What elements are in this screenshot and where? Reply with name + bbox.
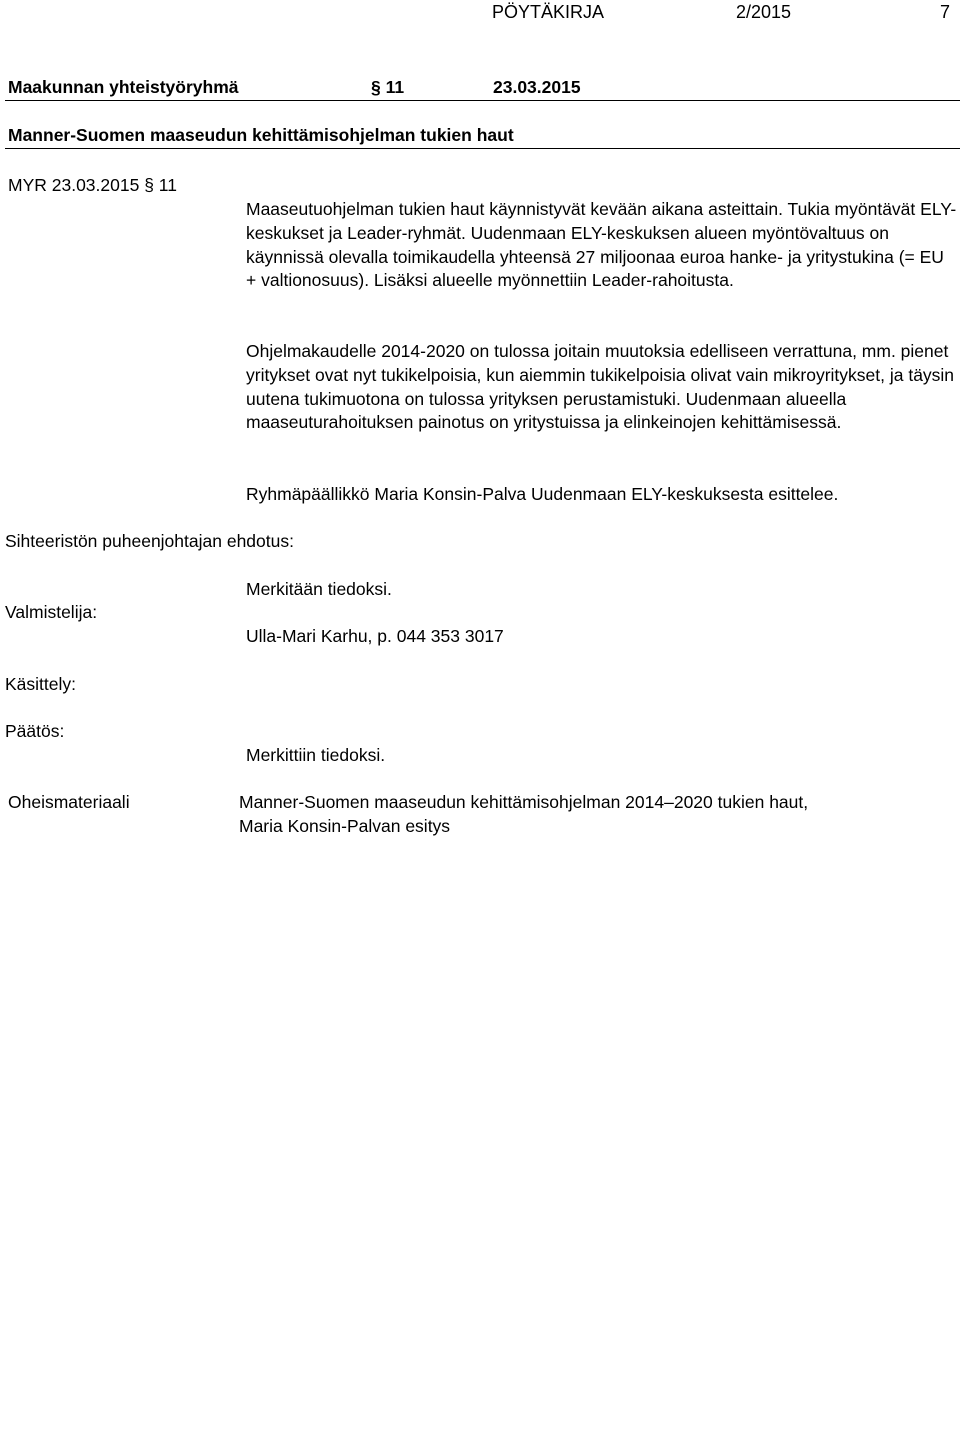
preparer-value: Ulla-Mari Karhu, p. 044 353 3017 — [246, 626, 504, 646]
page-number: 7 — [940, 2, 951, 22]
document-number: 2/2015 — [736, 2, 792, 22]
body-paragraph-3 — [246, 483, 958, 507]
body-paragraph-1 — [246, 198, 958, 293]
header-divider — [5, 100, 960, 101]
decision-value: Merkittiin tiedoksi. — [246, 745, 386, 765]
title-divider — [5, 148, 960, 149]
meeting-date: 23.03.2015 — [493, 77, 581, 97]
attachment-value-line2: Maria Konsin-Palvan esitys — [239, 816, 451, 836]
attachment-label: Oheismateriaali — [8, 792, 130, 812]
agenda-item-title: Manner-Suomen maaseudun kehittämisohjelman tukien haut — [8, 125, 514, 145]
handling-label: Käsittely: — [5, 674, 76, 694]
attachment-value-line1: Manner-Suomen maaseudun kehittämisohjelman 2014–2020 tukien haut, — [239, 792, 809, 812]
body-paragraph-1-text: Maaseutuohjelman tukien haut käynnistyvät kevään aikana asteittain. Tukia myöntävät ELY-keskukset ja Leader-ryhmät. Uudenmaan ELY-keskuksen alueen myöntövaltuus on käynnissä olevalla toimikaudella yhteensä 27 miljoonaa euroa hanke- ja yritystukina (= EU + valtionosuus). Lisäksi alueelle myönnettiin Leader-rahoitusta. — [246, 199, 957, 291]
decision-label: Päätös: — [5, 721, 65, 741]
body-paragraph-2-text: Ohjelmakaudelle 2014-2020 on tulossa joitain muutoksia edelliseen verrattuna, mm. pienet yritykset ovat nyt tukikelpoisia, kun aiemmin tukikelpoisia olivat vain mikroyritykset, ja täysin uutena tukimuotona on tulossa yrityksen perustamistuki. Uudenmaan alueella maaseuturahoituksen painotus on yritystuissa ja elinkeinojen kehittämisessä. — [246, 341, 955, 433]
meeting-body: Maakunnan yhteistyöryhmä — [8, 77, 239, 97]
meeting-section: § 11 — [371, 77, 405, 97]
proposal-value: Merkitään tiedoksi. — [246, 579, 392, 599]
proposal-label: Sihteeristön puheenjohtajan ehdotus: — [5, 531, 294, 551]
body-paragraph-2 — [246, 340, 958, 435]
document-type: PÖYTÄKIRJA — [492, 2, 605, 22]
body-paragraph-3-text: Ryhmäpäällikkö Maria Konsin-Palva Uudenmaan ELY-keskuksesta esittelee. — [246, 484, 839, 504]
agenda-reference: MYR 23.03.2015 § 11 — [8, 175, 177, 195]
preparer-label: Valmistelija: — [5, 602, 98, 622]
